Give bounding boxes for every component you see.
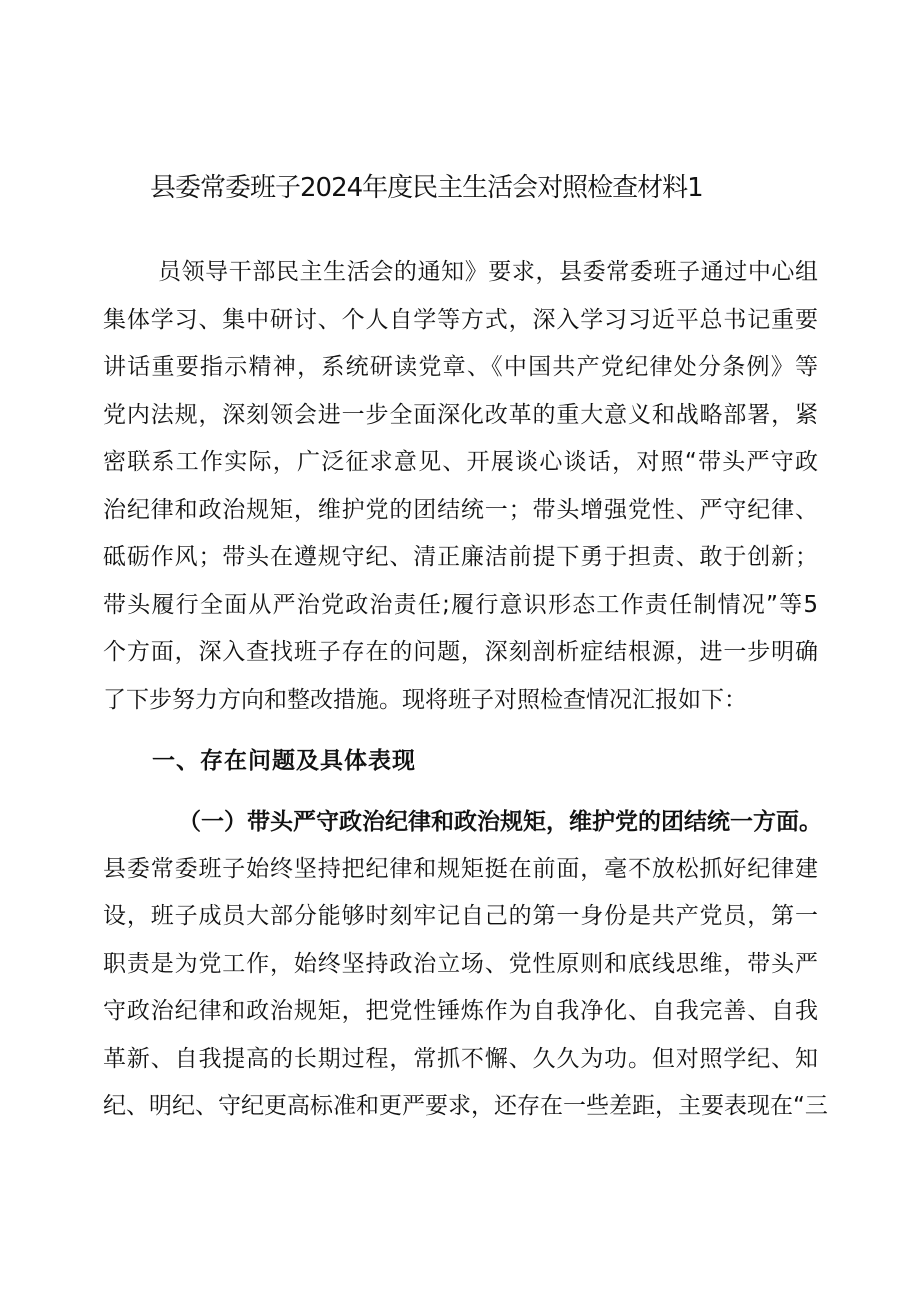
- intro-line: 带头履行全面从严治党政治责任;履行意识形态工作责任制情况”等5: [103, 592, 818, 618]
- intro-line: 讲话重要指示精神，系统研读党章、《中国共产党纪律处分条例》等: [103, 354, 818, 380]
- intro-line: 了下步努力方向和整改措施。现将班子对照检查情况汇报如下：: [103, 687, 747, 713]
- intro-line: 个方面，深入查找班子存在的问题，深刻剖析症结根源，进一步明确: [103, 639, 818, 665]
- subsection-heading: （一）带头严守政治纪律和政治规矩，维护党的团结统一方面。: [178, 809, 822, 835]
- body-line: 职责是为党工作，始终坚持政治立场、党性原则和底线思维，带头严: [103, 951, 818, 977]
- intro-line: 集体学习、集中研讨、个人自学等方式，深入学习习近平总书记重要: [103, 307, 818, 333]
- intro-line: 砥砺作风；带头在遵规守纪、清正廉洁前提下勇于担责、敢于创新；: [103, 544, 818, 570]
- body-line: 革新、自我提高的长期过程，常抓不懈、久久为功。但对照学纪、知: [103, 1046, 818, 1072]
- intro-line: 员领导干部民主生活会的通知》要求，县委常委班子通过中心组: [158, 259, 818, 285]
- body-line: 纪、明纪、守纪更高标准和更严要求，还存在一些差距，主要表现在“三: [103, 1093, 828, 1119]
- body-line: 设，班子成员大部分能够时刻牢记自己的第一身份是共产党员，第一: [103, 903, 818, 929]
- section-heading: 一、存在问题及具体表现: [152, 748, 416, 774]
- body-line: 守政治纪律和政治规矩，把党性锤炼作为自我净化、自我完善、自我: [103, 998, 818, 1024]
- body-line: 县委常委班子始终坚持把纪律和规矩挺在前面，毫不放松抓好纪律建: [103, 856, 818, 882]
- document-title: 县委常委班子2024年度民主生活会对照检查材料1: [150, 173, 703, 203]
- intro-line: 治纪律和政治规矩，维护党的团结统一；带头增强党性、严守纪律、: [103, 497, 818, 523]
- intro-line: 党内法规，深刻领会进一步全面深化改革的重大意义和战略部署，紧: [103, 402, 818, 428]
- intro-line: 密联系工作实际，广泛征求意见、开展谈心谈话，对照“带头严守政: [103, 449, 818, 475]
